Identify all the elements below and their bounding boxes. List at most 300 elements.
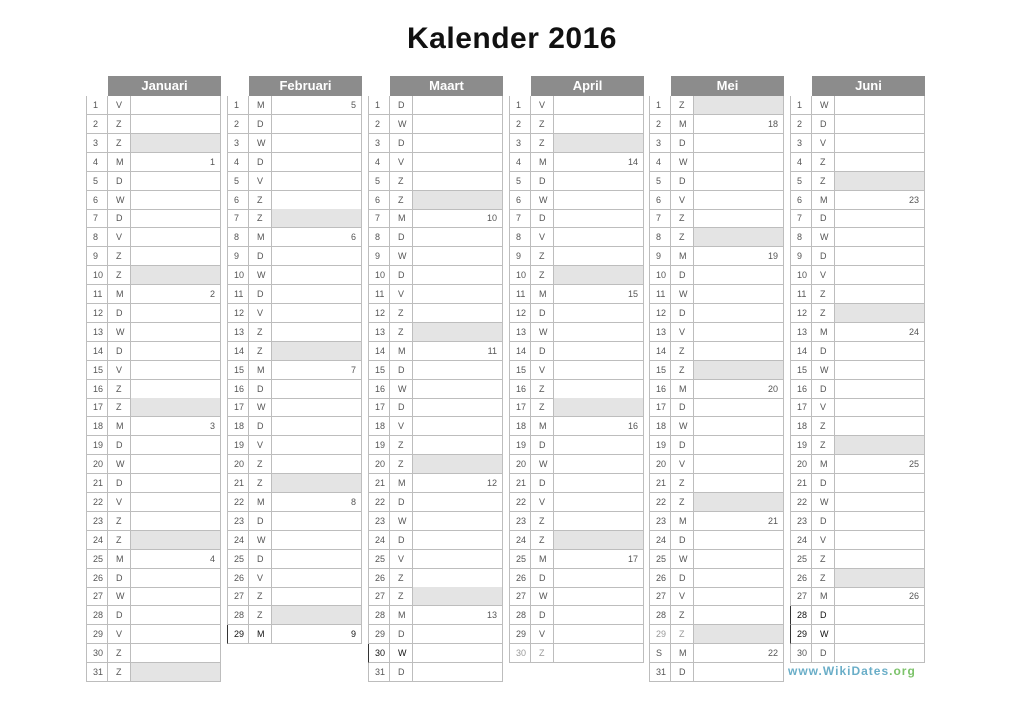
weekday-letter: Z [671, 493, 694, 512]
weekday-letter: W [671, 550, 694, 569]
day-row [649, 172, 784, 191]
week-number [554, 134, 644, 153]
day-number: 28 [509, 606, 531, 625]
week-number [554, 644, 644, 663]
week-number [554, 323, 644, 342]
day-number: 9 [368, 247, 390, 266]
weekday-letter: V [108, 361, 131, 380]
weekday-letter: M [671, 380, 694, 399]
weekday-letter: W [249, 266, 272, 285]
day-number: 8 [227, 228, 249, 247]
weekday-letter: Z [249, 474, 272, 493]
weekday-letter: Z [249, 455, 272, 474]
weekday-letter: D [671, 304, 694, 323]
day-row [790, 115, 925, 134]
week-number [835, 228, 925, 247]
day-row [86, 172, 221, 191]
weekday-letter: Z [390, 304, 413, 323]
week-number: 23 [835, 191, 925, 210]
day-number: 18 [790, 417, 812, 436]
day-row [509, 606, 644, 625]
day-row [368, 115, 503, 134]
week-number [554, 569, 644, 588]
weekday-letter: D [531, 606, 554, 625]
weekday-letter: W [108, 587, 131, 606]
wikidates-logo[interactable] [788, 664, 916, 678]
day-row [509, 285, 644, 304]
day-row [368, 361, 503, 380]
weekday-letter: D [671, 569, 694, 588]
day-number: 6 [790, 191, 812, 210]
week-number [413, 550, 503, 569]
weekday-letter: V [108, 96, 131, 115]
weekday-letter: D [671, 398, 694, 417]
day-number: 24 [86, 531, 108, 550]
day-number: 4 [227, 153, 249, 172]
week-number [131, 606, 221, 625]
week-number [694, 266, 784, 285]
week-number [835, 569, 925, 588]
week-number [413, 153, 503, 172]
day-row [86, 380, 221, 399]
weekday-letter: M [671, 247, 694, 266]
day-row [509, 531, 644, 550]
weekday-letter: D [812, 380, 835, 399]
day-row [86, 228, 221, 247]
day-number: 1 [509, 96, 531, 115]
month-header: April [531, 76, 644, 96]
day-number: 24 [509, 531, 531, 550]
day-row [509, 455, 644, 474]
day-number: 15 [227, 361, 249, 380]
day-row [368, 285, 503, 304]
week-number [694, 209, 784, 228]
day-row [790, 417, 925, 436]
day-row [790, 266, 925, 285]
day-row [368, 436, 503, 455]
weekday-letter: Z [390, 569, 413, 588]
weekday-letter: Z [390, 191, 413, 210]
day-number: 25 [368, 550, 390, 569]
weekday-letter: Z [108, 531, 131, 550]
day-row [86, 266, 221, 285]
week-number [413, 191, 503, 210]
day-row [227, 96, 362, 115]
week-number [131, 474, 221, 493]
day-row [649, 266, 784, 285]
weekday-letter: Z [531, 247, 554, 266]
week-number [554, 172, 644, 191]
day-row [509, 266, 644, 285]
weekday-letter: W [812, 361, 835, 380]
day-row [86, 115, 221, 134]
day-row [509, 191, 644, 210]
day-number: 29 [368, 625, 390, 644]
week-number [554, 531, 644, 550]
weekday-letter: M [108, 417, 131, 436]
day-number: 1 [86, 96, 108, 115]
weekday-letter: Z [812, 436, 835, 455]
day-row [509, 209, 644, 228]
day-number: 26 [368, 569, 390, 588]
day-number: 27 [790, 587, 812, 606]
week-number [694, 663, 784, 682]
week-number [131, 134, 221, 153]
day-row [86, 361, 221, 380]
day-row [790, 493, 925, 512]
day-number: 17 [86, 398, 108, 417]
day-number: 18 [227, 417, 249, 436]
week-number [413, 247, 503, 266]
day-row [227, 304, 362, 323]
day-row [368, 644, 503, 663]
week-number [272, 285, 362, 304]
day-row [509, 115, 644, 134]
day-number: 8 [509, 228, 531, 247]
day-row [509, 512, 644, 531]
day-number: 13 [227, 323, 249, 342]
week-number [835, 380, 925, 399]
day-number: 18 [649, 417, 671, 436]
weekday-letter: D [249, 380, 272, 399]
day-number: 10 [368, 266, 390, 285]
day-row [790, 380, 925, 399]
day-number: 16 [649, 380, 671, 399]
week-number [554, 361, 644, 380]
week-number [272, 417, 362, 436]
day-row [509, 644, 644, 663]
week-number [835, 361, 925, 380]
week-number [835, 493, 925, 512]
week-number [131, 380, 221, 399]
logo-tld: .org [889, 664, 916, 678]
weekday-letter: Z [671, 228, 694, 247]
day-number: 9 [790, 247, 812, 266]
day-row [649, 398, 784, 417]
day-row [649, 134, 784, 153]
day-number: 31 [86, 663, 108, 682]
day-number: S [649, 644, 671, 663]
week-number [413, 304, 503, 323]
weekday-letter: M [531, 285, 554, 304]
day-row [227, 266, 362, 285]
week-number [835, 474, 925, 493]
weekday-letter: D [390, 266, 413, 285]
day-number: 1 [227, 96, 249, 115]
day-number: 3 [790, 134, 812, 153]
day-number: 4 [649, 153, 671, 172]
month-header: Maart [390, 76, 503, 96]
day-row [790, 209, 925, 228]
weekday-letter: Z [812, 550, 835, 569]
day-number: 30 [86, 644, 108, 663]
weekday-letter: M [249, 228, 272, 247]
day-number: 25 [509, 550, 531, 569]
day-row [790, 436, 925, 455]
day-row [649, 474, 784, 493]
day-number: 6 [649, 191, 671, 210]
day-number: 14 [649, 342, 671, 361]
day-row [86, 247, 221, 266]
day-number: 28 [368, 606, 390, 625]
day-number: 4 [368, 153, 390, 172]
week-number [272, 531, 362, 550]
day-row [86, 455, 221, 474]
day-number: 10 [86, 266, 108, 285]
day-row [790, 172, 925, 191]
day-number: 12 [368, 304, 390, 323]
day-row [86, 625, 221, 644]
day-row [227, 115, 362, 134]
weekday-letter: Z [108, 266, 131, 285]
day-number: 29 [790, 625, 812, 644]
day-row [227, 209, 362, 228]
weekday-letter: M [812, 323, 835, 342]
day-number: 6 [86, 191, 108, 210]
day-number: 19 [649, 436, 671, 455]
day-number: 27 [86, 587, 108, 606]
day-row [790, 134, 925, 153]
weekday-letter: V [531, 361, 554, 380]
week-number [694, 304, 784, 323]
weekday-letter: D [531, 209, 554, 228]
day-row [790, 247, 925, 266]
day-number: 7 [86, 209, 108, 228]
day-number: 21 [790, 474, 812, 493]
day-number: 24 [227, 531, 249, 550]
weekday-letter: Z [531, 115, 554, 134]
week-number [272, 209, 362, 228]
weekday-letter: W [671, 153, 694, 172]
day-number: 27 [227, 587, 249, 606]
weekday-letter: V [390, 417, 413, 436]
week-number [272, 569, 362, 588]
day-row [86, 304, 221, 323]
day-row [790, 455, 925, 474]
day-row [649, 153, 784, 172]
day-row [790, 512, 925, 531]
day-row [649, 191, 784, 210]
day-row [86, 663, 221, 682]
week-number [694, 550, 784, 569]
day-number: 11 [368, 285, 390, 304]
week-number [554, 398, 644, 417]
week-number [413, 455, 503, 474]
weekday-letter: M [812, 587, 835, 606]
week-number: 24 [835, 323, 925, 342]
weekday-letter: Z [671, 96, 694, 115]
day-row [368, 550, 503, 569]
day-row [790, 474, 925, 493]
week-number [131, 531, 221, 550]
week-number [413, 569, 503, 588]
weekday-letter: V [108, 625, 131, 644]
day-number: 7 [790, 209, 812, 228]
week-number [131, 493, 221, 512]
week-number [131, 398, 221, 417]
day-row [790, 587, 925, 606]
week-number: 9 [272, 625, 362, 644]
day-row [368, 134, 503, 153]
weekday-letter: W [390, 644, 413, 663]
day-row [368, 398, 503, 417]
weekday-letter: Z [108, 134, 131, 153]
day-row [509, 417, 644, 436]
day-number: 22 [790, 493, 812, 512]
weekday-letter: Z [390, 436, 413, 455]
weekday-letter: D [249, 153, 272, 172]
week-number [835, 285, 925, 304]
week-number [272, 342, 362, 361]
day-number: 4 [790, 153, 812, 172]
day-number: 19 [368, 436, 390, 455]
weekday-letter: M [671, 512, 694, 531]
weekday-letter: D [671, 436, 694, 455]
week-number [554, 587, 644, 606]
day-row [86, 342, 221, 361]
week-number [413, 115, 503, 134]
week-number: 14 [554, 153, 644, 172]
day-row [790, 153, 925, 172]
weekday-letter: V [531, 96, 554, 115]
weekday-letter: V [531, 625, 554, 644]
day-number: 22 [649, 493, 671, 512]
week-number [413, 134, 503, 153]
weekday-letter: W [108, 191, 131, 210]
day-number: 31 [649, 663, 671, 682]
weekday-letter: D [390, 663, 413, 682]
weekday-letter: D [812, 644, 835, 663]
day-row [368, 417, 503, 436]
weekday-letter: Z [249, 209, 272, 228]
weekday-letter: M [390, 606, 413, 625]
month-column-februari [227, 76, 362, 640]
day-row [790, 96, 925, 115]
day-number: 16 [227, 380, 249, 399]
weekday-letter: Z [390, 587, 413, 606]
month-column-april [509, 76, 644, 659]
day-number: 16 [790, 380, 812, 399]
day-row [368, 663, 503, 682]
weekday-letter: D [390, 531, 413, 550]
day-number: 20 [86, 455, 108, 474]
week-number [131, 191, 221, 210]
day-row [790, 323, 925, 342]
day-row [509, 228, 644, 247]
day-row [649, 361, 784, 380]
weekday-letter: D [812, 115, 835, 134]
day-number: 25 [227, 550, 249, 569]
week-number: 13 [413, 606, 503, 625]
day-row [86, 512, 221, 531]
day-row [368, 606, 503, 625]
day-number: 20 [790, 455, 812, 474]
week-number [272, 266, 362, 285]
weekday-letter: M [249, 625, 272, 644]
day-number: 24 [649, 531, 671, 550]
weekday-letter: Z [812, 569, 835, 588]
week-number [272, 323, 362, 342]
week-number: 15 [554, 285, 644, 304]
week-number [413, 285, 503, 304]
day-number: 15 [649, 361, 671, 380]
week-number: 20 [694, 380, 784, 399]
day-number: 12 [86, 304, 108, 323]
day-number: 22 [368, 493, 390, 512]
day-row [649, 209, 784, 228]
weekday-letter: M [249, 493, 272, 512]
weekday-letter: M [108, 550, 131, 569]
week-number [413, 531, 503, 550]
day-row [227, 512, 362, 531]
month-header: Mei [671, 76, 784, 96]
day-number: 5 [649, 172, 671, 191]
day-row [509, 172, 644, 191]
day-number: 9 [509, 247, 531, 266]
day-number: 29 [509, 625, 531, 644]
day-number: 15 [509, 361, 531, 380]
week-number [694, 342, 784, 361]
weekday-letter: Z [249, 342, 272, 361]
week-number [694, 474, 784, 493]
day-row [790, 531, 925, 550]
day-number: 23 [368, 512, 390, 531]
day-number: 7 [509, 209, 531, 228]
weekday-letter: W [812, 625, 835, 644]
day-number: 30 [790, 644, 812, 663]
weekday-letter: W [812, 493, 835, 512]
week-number [131, 266, 221, 285]
week-number [272, 455, 362, 474]
day-row [790, 569, 925, 588]
day-number: 5 [227, 172, 249, 191]
day-row [368, 625, 503, 644]
week-number [131, 455, 221, 474]
day-number: 4 [86, 153, 108, 172]
weekday-letter: V [249, 436, 272, 455]
day-row [227, 436, 362, 455]
week-number [694, 285, 784, 304]
day-row [509, 323, 644, 342]
weekday-letter: D [249, 417, 272, 436]
weekday-letter: Z [812, 417, 835, 436]
week-number [131, 342, 221, 361]
day-number: 7 [649, 209, 671, 228]
day-number: 13 [790, 323, 812, 342]
week-number [694, 417, 784, 436]
weekday-letter: D [108, 304, 131, 323]
weekday-letter: W [671, 285, 694, 304]
day-number: 18 [509, 417, 531, 436]
week-number [413, 625, 503, 644]
day-row [790, 361, 925, 380]
day-number: 3 [86, 134, 108, 153]
week-number [554, 209, 644, 228]
week-number [413, 361, 503, 380]
week-number [694, 153, 784, 172]
weekday-letter: M [108, 153, 131, 172]
week-number: 8 [272, 493, 362, 512]
weekday-letter: D [108, 569, 131, 588]
weekday-letter: D [249, 115, 272, 134]
day-row [227, 361, 362, 380]
weekday-letter: V [390, 550, 413, 569]
day-number: 19 [509, 436, 531, 455]
day-row [368, 209, 503, 228]
day-row [509, 436, 644, 455]
day-row [649, 512, 784, 531]
week-number [413, 644, 503, 663]
